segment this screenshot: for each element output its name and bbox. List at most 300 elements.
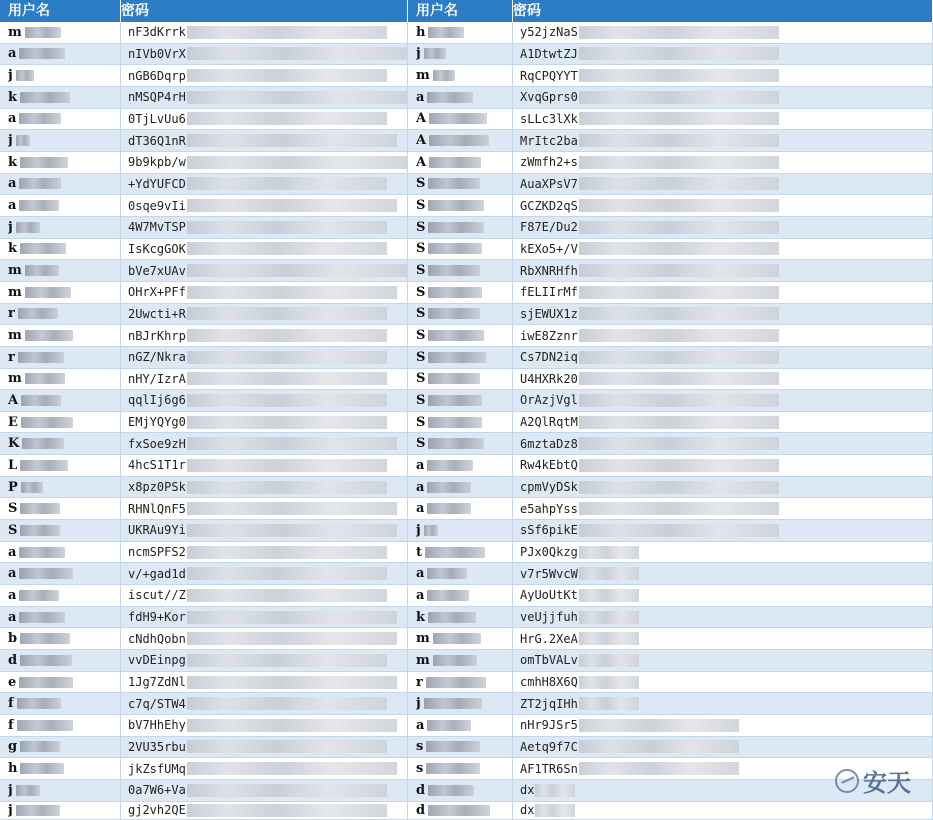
redacted-username-mask [18,352,64,363]
redacted-password-mask [187,632,397,645]
redacted-username-mask [20,243,66,254]
left-username-cell [8,455,121,477]
antiy-watermark [835,763,911,798]
row-pad-left [0,715,8,737]
password-prefix: Aetq9f7C [520,739,578,754]
header-pad-left [0,0,8,22]
redacted-password-mask [535,784,575,797]
username-initial: a [416,566,425,582]
left-password-cell [121,607,408,629]
left-username-cell [8,542,121,564]
password-prefix: cNdhQobn [128,631,186,646]
redacted-username-mask [19,178,61,189]
right-password-cell [513,217,933,239]
username-initial: S [416,198,426,214]
redacted-password-mask [579,676,639,689]
password-prefix: cmhH8X6Q [520,675,578,690]
right-username-cell [416,412,513,434]
password-prefix: sLLc3lXk [520,111,578,126]
row-pad-right [408,477,416,499]
row-pad-right [408,369,416,391]
redacted-username-mask [433,633,481,644]
row-pad-right [408,109,416,131]
password-prefix: fdH9+Kor [128,610,186,625]
password-prefix: ZT2jqIHh [520,696,578,711]
right-username-cell [416,563,513,585]
left-username-cell [8,239,121,261]
username-initial: k [416,609,426,625]
password-prefix: nHr9JSr5 [520,718,578,733]
password-prefix: IsKcgGOK [128,241,186,256]
password-prefix: fxSoe9zH [128,436,186,451]
row-pad-right [408,282,416,304]
redacted-password-mask [579,589,639,602]
left-username-cell [8,672,121,694]
right-username-cell [416,174,513,196]
redacted-password-mask [187,221,387,234]
password-prefix: XvqGprs0 [520,90,578,105]
password-prefix: nF3dKrrk [128,25,186,40]
password-prefix: gj2vh2QE [128,803,186,818]
password-prefix: nGZ/Nkra [128,350,186,365]
redacted-username-mask [427,92,473,103]
redacted-password-mask [187,459,387,472]
redacted-password-mask [579,91,779,104]
left-password-cell [121,455,408,477]
left-password-cell [121,195,408,217]
redacted-username-mask [19,568,73,579]
redacted-username-mask [18,308,58,319]
redacted-password-mask [187,654,387,667]
password-prefix: Cs7DN2iq [520,350,578,365]
username-initial: a [8,587,17,603]
redacted-username-mask [428,178,480,189]
redacted-username-mask [428,308,480,319]
left-username-cell [8,520,121,542]
username-initial: S [416,414,426,430]
row-pad-left [0,217,8,239]
redacted-username-mask [428,612,476,623]
username-initial: a [416,89,425,105]
right-username-cell [416,239,513,261]
redacted-password-mask [579,697,639,710]
redacted-username-mask [428,265,480,276]
left-username-cell [8,65,121,87]
left-password-cell [121,498,408,520]
redacted-username-mask [428,330,484,341]
password-prefix: RHNlQnF5 [128,501,186,516]
right-password-cell [513,260,933,282]
row-pad-right [408,498,416,520]
redacted-password-mask [187,524,397,537]
username-initial: d [8,652,18,668]
left-password-cell [121,347,408,369]
redacted-password-mask [187,26,387,39]
redacted-password-mask [579,719,739,732]
username-initial: d [416,802,426,818]
row-pad-right [408,130,416,152]
redacted-username-mask [427,590,469,601]
username-initial: m [416,68,430,84]
password-prefix: qqlIj6g6 [128,393,186,408]
left-username-cell [8,109,121,131]
right-username-cell [416,520,513,542]
row-pad-right [408,802,416,820]
redacted-password-mask [579,199,779,212]
redacted-username-mask [20,763,64,774]
right-username-cell [416,585,513,607]
right-password-cell [513,520,933,542]
username-initial: a [8,111,17,127]
redacted-password-mask [579,654,639,667]
header-pad-right [408,0,416,22]
redacted-password-mask [187,134,397,147]
password-prefix: 1Jg7ZdNl [128,675,186,690]
left-username-cell [8,607,121,629]
username-initial: S [416,306,426,322]
left-password-cell [121,477,408,499]
redacted-username-mask [428,785,474,796]
right-username-cell [416,672,513,694]
right-password-cell [513,239,933,261]
redacted-username-mask [428,27,464,38]
redacted-username-mask [427,460,473,471]
redacted-username-mask [20,633,70,644]
row-pad-right [408,758,416,780]
redacted-password-mask [187,567,387,580]
username-initial: m [8,328,22,344]
left-username-cell [8,650,121,672]
password-prefix: 2VU35rbu [128,739,186,754]
left-password-cell [121,693,408,715]
password-prefix: 9b9kpb/w [128,155,186,170]
row-pad-right [408,174,416,196]
right-password-cell [513,672,933,694]
redacted-password-mask [579,26,779,39]
right-username-cell [416,715,513,737]
row-pad-left [0,607,8,629]
right-password-cell [513,585,933,607]
right-password-cell [513,87,933,109]
row-pad-right [408,347,416,369]
redacted-password-mask [187,307,387,320]
right-username-cell [416,282,513,304]
right-username-cell [416,737,513,759]
left-username-cell [8,758,121,780]
redacted-username-mask [427,720,471,731]
username-initial: j [8,802,13,818]
right-password-cell [513,22,933,44]
left-username-cell [8,737,121,759]
username-initial: a [8,46,17,62]
left-username-cell [8,325,121,347]
username-initial: j [8,133,13,149]
right-username-cell [416,347,513,369]
username-initial: k [8,154,18,170]
redacted-password-mask [187,784,387,797]
redacted-username-mask [429,113,487,124]
row-pad-left [0,758,8,780]
right-username-cell [416,628,513,650]
left-password-cell [121,412,408,434]
redacted-username-mask [426,763,480,774]
redacted-username-mask [16,805,60,816]
redacted-username-mask [433,70,455,81]
password-prefix: 0sqe9vIi [128,198,186,213]
redacted-password-mask [579,437,779,450]
row-pad-left [0,802,8,820]
username-initial: S [416,176,426,192]
left-username-cell [8,347,121,369]
password-prefix: ncmSPFS2 [128,545,186,560]
redacted-username-mask [20,92,70,103]
password-prefix: dT36Q1nR [128,133,186,148]
row-pad-left [0,44,8,66]
redacted-password-mask [579,567,639,580]
redacted-username-mask [21,482,43,493]
row-pad-right [408,737,416,759]
left-password-cell [121,780,408,802]
password-prefix: fELIIrMf [520,285,578,300]
left-username-cell [8,477,121,499]
redacted-password-mask [579,264,779,277]
left-password-cell [121,304,408,326]
username-initial: S [416,371,426,387]
password-prefix: kEXo5+/V [520,241,578,256]
redacted-password-mask [187,286,397,299]
redacted-password-mask [187,351,387,364]
password-prefix: bVe7xUAv [128,263,186,278]
redacted-password-mask [579,502,779,515]
redacted-username-mask [25,287,71,298]
right-username-cell [416,369,513,391]
row-pad-left [0,477,8,499]
redacted-username-mask [16,222,40,233]
left-password-cell [121,628,408,650]
left-password-cell [121,715,408,737]
password-prefix: jkZsfUMq [128,761,186,776]
left-password-cell [121,217,408,239]
redacted-username-mask [20,460,68,471]
redacted-username-mask [425,547,485,558]
left-password-cell [121,87,408,109]
row-pad-left [0,239,8,261]
redacted-username-mask [19,547,65,558]
redacted-username-mask [19,48,65,59]
header-left-password: 密码 [121,0,408,22]
username-initial: a [416,587,425,603]
row-pad-right [408,152,416,174]
left-username-cell [8,22,121,44]
row-pad-left [0,412,8,434]
row-pad-right [408,693,416,715]
right-password-cell [513,152,933,174]
left-username-cell [8,715,121,737]
row-pad-left [0,282,8,304]
redacted-password-mask [579,632,639,645]
username-initial: A [8,392,19,408]
left-username-cell [8,433,121,455]
row-pad-left [0,390,8,412]
password-prefix: AyUoUtKt [520,588,578,603]
row-pad-left [0,130,8,152]
right-password-cell [513,65,933,87]
right-username-cell [416,758,513,780]
redacted-password-mask [187,762,397,775]
header-right-username: 用户名 [416,0,513,22]
redacted-username-mask [428,395,482,406]
row-pad-left [0,542,8,564]
right-username-cell [416,130,513,152]
left-username-cell [8,390,121,412]
password-prefix: nHY/IzrA [128,371,186,386]
redacted-username-mask [16,70,34,81]
right-username-cell [416,109,513,131]
row-pad-left [0,520,8,542]
redacted-username-mask [16,785,40,796]
right-username-cell [416,65,513,87]
redacted-username-mask [429,157,481,168]
redacted-username-mask [19,113,61,124]
username-initial: a [8,566,17,582]
username-initial: g [8,739,18,755]
password-prefix: 0TjLvUu6 [128,111,186,126]
redacted-username-mask [424,525,438,536]
left-password-cell [121,130,408,152]
password-prefix: U4HXRk20 [520,371,578,386]
right-username-cell [416,607,513,629]
row-pad-right [408,628,416,650]
redacted-password-mask [187,394,387,407]
redacted-password-mask [187,156,407,169]
redacted-password-mask [579,69,779,82]
left-password-cell [121,542,408,564]
right-username-cell [416,195,513,217]
password-prefix: y52jzNaS [520,25,578,40]
redacted-password-mask [579,286,779,299]
username-initial: b [8,631,18,647]
redacted-username-mask [429,135,489,146]
right-password-cell [513,412,933,434]
password-prefix: nMSQP4rH [128,90,186,105]
username-initial: j [416,46,421,62]
row-pad-left [0,693,8,715]
row-pad-right [408,412,416,434]
left-username-cell [8,44,121,66]
redacted-password-mask [579,242,779,255]
password-prefix: HrG.2XeA [520,631,578,646]
row-pad-right [408,563,416,585]
redacted-password-mask [579,481,779,494]
username-initial: r [8,306,15,322]
left-password-cell [121,109,408,131]
row-pad-right [408,260,416,282]
password-prefix: dx [520,783,535,798]
password-prefix: c7q/STW4 [128,696,186,711]
redacted-username-mask [19,612,65,623]
row-pad-left [0,628,8,650]
username-initial: r [8,349,15,365]
redacted-username-mask [428,417,482,428]
right-password-cell [513,174,933,196]
left-username-cell [8,152,121,174]
row-pad-left [0,650,8,672]
password-prefix: EMjYQYg0 [128,415,186,430]
redacted-username-mask [427,503,471,514]
row-pad-left [0,22,8,44]
row-pad-left [0,87,8,109]
redacted-username-mask [424,48,446,59]
username-initial: a [416,479,425,495]
redacted-username-mask [428,352,486,363]
left-username-cell [8,802,121,820]
password-prefix: vvDEinpg [128,653,186,668]
redacted-password-mask [187,589,387,602]
username-initial: P [8,479,18,495]
right-username-cell [416,477,513,499]
row-pad-right [408,520,416,542]
right-username-cell [416,87,513,109]
right-username-cell [416,22,513,44]
right-password-cell [513,737,933,759]
redacted-password-mask [187,372,387,385]
password-prefix: OHrX+PFf [128,285,186,300]
redacted-password-mask [579,611,639,624]
redacted-username-mask [17,720,73,731]
left-username-cell [8,217,121,239]
right-username-cell [416,152,513,174]
row-pad-right [408,239,416,261]
password-prefix: nIVb0VrX [128,46,186,61]
right-username-cell [416,693,513,715]
header-left-username: 用户名 [8,0,121,22]
username-initial: s [416,761,424,777]
row-pad-right [408,65,416,87]
right-password-cell [513,347,933,369]
username-initial: t [416,544,423,560]
redacted-password-mask [579,524,779,537]
left-password-cell [121,433,408,455]
row-pad-left [0,347,8,369]
username-initial: a [8,544,17,560]
username-initial: a [416,501,425,517]
redacted-password-mask [187,112,387,125]
left-password-cell [121,260,408,282]
username-initial: a [416,457,425,473]
password-prefix: RqCPQYYT [520,68,578,83]
password-prefix: v/+gad1d [128,566,186,581]
right-password-cell [513,44,933,66]
username-initial: S [416,436,426,452]
row-pad-right [408,217,416,239]
row-pad-right [408,325,416,347]
row-pad-right [408,433,416,455]
right-password-cell [513,390,933,412]
row-pad-left [0,304,8,326]
redacted-password-mask [187,437,397,450]
left-password-cell [121,650,408,672]
right-username-cell [416,217,513,239]
redacted-password-mask [187,329,387,342]
username-initial: j [416,696,421,712]
password-prefix: zWmfh2+s [520,155,578,170]
redacted-password-mask [579,156,779,169]
right-password-cell [513,109,933,131]
redacted-username-mask [25,27,61,38]
username-initial: K [8,436,20,452]
password-prefix: bV7HhEhy [128,718,186,733]
username-initial: r [416,674,423,690]
